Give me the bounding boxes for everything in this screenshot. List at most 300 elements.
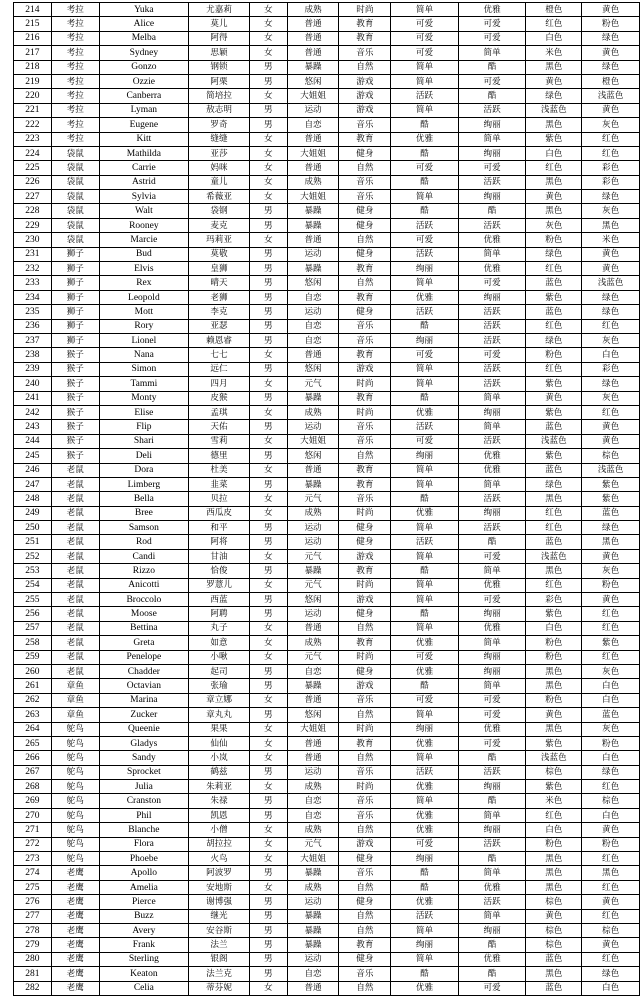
- english-name-cell: Anicotti: [99, 578, 189, 592]
- color1-cell: 棕色: [526, 938, 582, 952]
- style2-cell: 活跃: [458, 377, 526, 391]
- color2-cell: 绿色: [582, 60, 640, 74]
- table-row: [14, 247, 640, 261]
- style1-cell: 活跃: [391, 218, 459, 232]
- species-cell: 老鼠: [51, 578, 99, 592]
- gender-cell: 男: [249, 866, 287, 880]
- species-cell: 老鹰: [51, 866, 99, 880]
- english-name-cell: Canberra: [99, 89, 189, 103]
- id-cell: 230: [14, 233, 52, 247]
- species-cell: 老鼠: [51, 593, 99, 607]
- table-row: [14, 679, 640, 693]
- species-cell: 猴子: [51, 420, 99, 434]
- table-row: [14, 103, 640, 117]
- hobby-cell: 游戏: [339, 103, 391, 117]
- english-name-cell: Pierce: [99, 895, 189, 909]
- style1-cell: 简单: [391, 477, 459, 491]
- english-name-cell: Bud: [99, 247, 189, 261]
- color1-cell: 白色: [526, 621, 582, 635]
- personality-cell: 悠闲: [287, 708, 339, 722]
- table-row: [14, 204, 640, 218]
- hobby-cell: 音乐: [339, 175, 391, 189]
- chinese-name-cell: 亚瑟: [189, 319, 250, 333]
- species-cell: 狮子: [51, 276, 99, 290]
- english-name-cell: Apollo: [99, 866, 189, 880]
- color2-cell: 灰色: [582, 118, 640, 132]
- style2-cell: 可爱: [458, 348, 526, 362]
- style1-cell: 酷: [391, 880, 459, 894]
- color2-cell: 浅蓝色: [582, 463, 640, 477]
- english-name-cell: Eugene: [99, 118, 189, 132]
- gender-cell: 男: [249, 564, 287, 578]
- hobby-cell: 游戏: [339, 89, 391, 103]
- english-name-cell: Leopold: [99, 290, 189, 304]
- style1-cell: 优雅: [391, 780, 459, 794]
- color2-cell: 粉色: [582, 736, 640, 750]
- species-cell: 老鼠: [51, 636, 99, 650]
- color1-cell: 粉色: [526, 650, 582, 664]
- gender-cell: 女: [249, 89, 287, 103]
- english-name-cell: Rod: [99, 535, 189, 549]
- hobby-cell: 教育: [339, 31, 391, 45]
- table-row: [14, 549, 640, 563]
- gender-cell: 男: [249, 679, 287, 693]
- hobby-cell: 健身: [339, 305, 391, 319]
- table-row: [14, 305, 640, 319]
- style1-cell: 简单: [391, 549, 459, 563]
- id-cell: 279: [14, 938, 52, 952]
- color2-cell: 棕色: [582, 924, 640, 938]
- personality-cell: 运动: [287, 521, 339, 535]
- color1-cell: 紫色: [526, 607, 582, 621]
- species-cell: 狮子: [51, 290, 99, 304]
- style2-cell: 优雅: [458, 3, 526, 17]
- color2-cell: 白色: [582, 981, 640, 995]
- table-row: [14, 89, 640, 103]
- personality-cell: 成熟: [287, 506, 339, 520]
- gender-cell: 女: [249, 233, 287, 247]
- color1-cell: 米色: [526, 794, 582, 808]
- hobby-cell: 音乐: [339, 319, 391, 333]
- species-cell: 鸵鸟: [51, 751, 99, 765]
- color2-cell: 浅蓝色: [582, 89, 640, 103]
- chinese-name-cell: 阿栗: [189, 74, 250, 88]
- english-name-cell: Nana: [99, 348, 189, 362]
- hobby-cell: 健身: [339, 535, 391, 549]
- hobby-cell: 音乐: [339, 333, 391, 347]
- species-cell: 老鼠: [51, 664, 99, 678]
- color1-cell: 黄色: [526, 74, 582, 88]
- species-cell: 袋鼠: [51, 146, 99, 160]
- english-name-cell: Mathilda: [99, 146, 189, 160]
- english-name-cell: Queenie: [99, 722, 189, 736]
- gender-cell: 女: [249, 377, 287, 391]
- chinese-name-cell: 和平: [189, 521, 250, 535]
- color2-cell: 黑色: [582, 535, 640, 549]
- gender-cell: 男: [249, 204, 287, 218]
- id-cell: 269: [14, 794, 52, 808]
- id-cell: 275: [14, 880, 52, 894]
- gender-cell: 女: [249, 751, 287, 765]
- personality-cell: 自恋: [287, 808, 339, 822]
- style2-cell: 酷: [458, 751, 526, 765]
- hobby-cell: 教育: [339, 348, 391, 362]
- species-cell: 鸵鸟: [51, 808, 99, 822]
- species-cell: 章鱼: [51, 693, 99, 707]
- color1-cell: 粉色: [526, 837, 582, 851]
- gender-cell: 男: [249, 765, 287, 779]
- style1-cell: 酷: [391, 967, 459, 981]
- color2-cell: 橙色: [582, 74, 640, 88]
- color2-cell: 粉色: [582, 17, 640, 31]
- color2-cell: 绿色: [582, 765, 640, 779]
- color1-cell: 黑色: [526, 679, 582, 693]
- chinese-name-cell: 恰俊: [189, 564, 250, 578]
- id-cell: 258: [14, 636, 52, 650]
- english-name-cell: Keaton: [99, 967, 189, 981]
- color2-cell: 灰色: [582, 664, 640, 678]
- english-name-cell: Bree: [99, 506, 189, 520]
- species-cell: 考拉: [51, 17, 99, 31]
- table-row: [14, 161, 640, 175]
- hobby-cell: 自然: [339, 924, 391, 938]
- table-row: [14, 60, 640, 74]
- chinese-name-cell: 杜美: [189, 463, 250, 477]
- personality-cell: 普通: [287, 161, 339, 175]
- gender-cell: 女: [249, 506, 287, 520]
- style2-cell: 酷: [458, 89, 526, 103]
- gender-cell: 女: [249, 146, 287, 160]
- color2-cell: 黄色: [582, 247, 640, 261]
- color2-cell: 红色: [582, 405, 640, 419]
- color2-cell: 黄色: [582, 938, 640, 952]
- style1-cell: 优雅: [391, 664, 459, 678]
- gender-cell: 女: [249, 132, 287, 146]
- color1-cell: 黄色: [526, 909, 582, 923]
- english-name-cell: Phil: [99, 808, 189, 822]
- chinese-name-cell: 缝缝: [189, 132, 250, 146]
- table-row: [14, 506, 640, 520]
- personality-cell: 元气: [287, 492, 339, 506]
- color1-cell: 粉色: [526, 348, 582, 362]
- style1-cell: 酷: [391, 391, 459, 405]
- style2-cell: 活跃: [458, 765, 526, 779]
- style1-cell: 活跃: [391, 535, 459, 549]
- table-row: [14, 118, 640, 132]
- style1-cell: 简单: [391, 521, 459, 535]
- table-row: [14, 348, 640, 362]
- english-name-cell: Moose: [99, 607, 189, 621]
- color2-cell: 黄色: [582, 420, 640, 434]
- english-name-cell: Yuka: [99, 3, 189, 17]
- gender-cell: 男: [249, 708, 287, 722]
- style2-cell: 绚丽: [458, 146, 526, 160]
- id-cell: 228: [14, 204, 52, 218]
- style1-cell: 优雅: [391, 981, 459, 995]
- color2-cell: 绿色: [582, 377, 640, 391]
- id-cell: 244: [14, 434, 52, 448]
- color1-cell: 蓝色: [526, 981, 582, 995]
- style1-cell: 绚丽: [391, 449, 459, 463]
- color1-cell: 红色: [526, 319, 582, 333]
- style2-cell: 可爱: [458, 736, 526, 750]
- english-name-cell: Bettina: [99, 621, 189, 635]
- color1-cell: 紫色: [526, 290, 582, 304]
- table-row: [14, 794, 640, 808]
- hobby-cell: 自然: [339, 449, 391, 463]
- id-cell: 271: [14, 823, 52, 837]
- id-cell: 253: [14, 564, 52, 578]
- english-name-cell: Rooney: [99, 218, 189, 232]
- color1-cell: 红色: [526, 506, 582, 520]
- english-name-cell: Monty: [99, 391, 189, 405]
- chinese-name-cell: 四月: [189, 377, 250, 391]
- color2-cell: 红色: [582, 319, 640, 333]
- color2-cell: 绿色: [582, 305, 640, 319]
- color1-cell: 绿色: [526, 89, 582, 103]
- english-name-cell: Rory: [99, 319, 189, 333]
- english-name-cell: Kitt: [99, 132, 189, 146]
- species-cell: 猴子: [51, 391, 99, 405]
- style2-cell: 可爱: [458, 708, 526, 722]
- gender-cell: 女: [249, 31, 287, 45]
- style1-cell: 可爱: [391, 161, 459, 175]
- style2-cell: 绚丽: [458, 664, 526, 678]
- english-name-cell: Rizzo: [99, 564, 189, 578]
- gender-cell: 女: [249, 621, 287, 635]
- style2-cell: 简单: [458, 391, 526, 405]
- style1-cell: 绚丽: [391, 262, 459, 276]
- gender-cell: 男: [249, 333, 287, 347]
- hobby-cell: 健身: [339, 895, 391, 909]
- chinese-name-cell: 尤嘉莉: [189, 3, 250, 17]
- color2-cell: 紫色: [582, 477, 640, 491]
- gender-cell: 女: [249, 650, 287, 664]
- gender-cell: 女: [249, 3, 287, 17]
- style2-cell: 活跃: [458, 333, 526, 347]
- table-row: [14, 852, 640, 866]
- style2-cell: 绚丽: [458, 924, 526, 938]
- english-name-cell: Gladys: [99, 736, 189, 750]
- species-cell: 鸵鸟: [51, 765, 99, 779]
- color1-cell: 白色: [526, 31, 582, 45]
- gender-cell: 女: [249, 46, 287, 60]
- id-cell: 246: [14, 463, 52, 477]
- style1-cell: 酷: [391, 118, 459, 132]
- id-cell: 250: [14, 521, 52, 535]
- chinese-name-cell: 晴天: [189, 276, 250, 290]
- table-row: [14, 3, 640, 17]
- table-row: [14, 290, 640, 304]
- species-cell: 鸵鸟: [51, 837, 99, 851]
- english-name-cell: Avery: [99, 924, 189, 938]
- table-row: [14, 664, 640, 678]
- color1-cell: 绿色: [526, 247, 582, 261]
- personality-cell: 元气: [287, 650, 339, 664]
- style1-cell: 简单: [391, 190, 459, 204]
- gender-cell: 男: [249, 938, 287, 952]
- chinese-name-cell: 小岚: [189, 751, 250, 765]
- chinese-name-cell: 赖恩睿: [189, 333, 250, 347]
- style2-cell: 可爱: [458, 593, 526, 607]
- id-cell: 264: [14, 722, 52, 736]
- english-name-cell: Buzz: [99, 909, 189, 923]
- personality-cell: 暴躁: [287, 909, 339, 923]
- color1-cell: 黑色: [526, 60, 582, 74]
- id-cell: 266: [14, 751, 52, 765]
- personality-cell: 大姐姐: [287, 89, 339, 103]
- personality-cell: 普通: [287, 463, 339, 477]
- species-cell: 老鹰: [51, 981, 99, 995]
- color2-cell: 黄色: [582, 46, 640, 60]
- personality-cell: 元气: [287, 837, 339, 851]
- chinese-name-cell: 鹤兹: [189, 765, 250, 779]
- color2-cell: 白色: [582, 693, 640, 707]
- gender-cell: 男: [249, 74, 287, 88]
- table-row: [14, 564, 640, 578]
- style2-cell: 酷: [458, 794, 526, 808]
- style1-cell: 简单: [391, 463, 459, 477]
- personality-cell: 普通: [287, 751, 339, 765]
- english-name-cell: Gonzo: [99, 60, 189, 74]
- hobby-cell: 音乐: [339, 693, 391, 707]
- color1-cell: 绿色: [526, 477, 582, 491]
- gender-cell: 男: [249, 362, 287, 376]
- style1-cell: 可爱: [391, 434, 459, 448]
- style1-cell: 可爱: [391, 31, 459, 45]
- personality-cell: 成熟: [287, 3, 339, 17]
- id-cell: 229: [14, 218, 52, 232]
- color2-cell: 粉色: [582, 578, 640, 592]
- personality-cell: 暴躁: [287, 218, 339, 232]
- table-row: [14, 405, 640, 419]
- color2-cell: 黑色: [582, 218, 640, 232]
- table-row: [14, 218, 640, 232]
- hobby-cell: 自然: [339, 621, 391, 635]
- hobby-cell: 教育: [339, 477, 391, 491]
- color2-cell: 红色: [582, 952, 640, 966]
- table-row: [14, 521, 640, 535]
- species-cell: 考拉: [51, 46, 99, 60]
- style2-cell: 优雅: [458, 233, 526, 247]
- species-cell: 狮子: [51, 305, 99, 319]
- id-cell: 218: [14, 60, 52, 74]
- hobby-cell: 音乐: [339, 866, 391, 880]
- chinese-name-cell: 莫敬: [189, 247, 250, 261]
- personality-cell: 普通: [287, 17, 339, 31]
- table-row: [14, 31, 640, 45]
- personality-cell: 大姐姐: [287, 434, 339, 448]
- species-cell: 老鼠: [51, 564, 99, 578]
- style1-cell: 优雅: [391, 506, 459, 520]
- style2-cell: 优雅: [458, 262, 526, 276]
- personality-cell: 暴躁: [287, 924, 339, 938]
- color1-cell: 蓝色: [526, 535, 582, 549]
- style1-cell: 优雅: [391, 736, 459, 750]
- id-cell: 263: [14, 708, 52, 722]
- hobby-cell: 时尚: [339, 780, 391, 794]
- personality-cell: 成熟: [287, 880, 339, 894]
- style1-cell: 可爱: [391, 837, 459, 851]
- english-name-cell: Tammi: [99, 377, 189, 391]
- chinese-name-cell: 希薇亚: [189, 190, 250, 204]
- color1-cell: 黑色: [526, 204, 582, 218]
- gender-cell: 男: [249, 319, 287, 333]
- personality-cell: 暴躁: [287, 938, 339, 952]
- style2-cell: 活跃: [458, 895, 526, 909]
- species-cell: 考拉: [51, 3, 99, 17]
- chinese-name-cell: 天佑: [189, 420, 250, 434]
- id-cell: 225: [14, 161, 52, 175]
- id-cell: 262: [14, 693, 52, 707]
- table-row: [14, 434, 640, 448]
- table-row: [14, 377, 640, 391]
- hobby-cell: 健身: [339, 218, 391, 232]
- color1-cell: 蓝色: [526, 952, 582, 966]
- species-cell: 考拉: [51, 31, 99, 45]
- style2-cell: 酷: [458, 535, 526, 549]
- style2-cell: 可爱: [458, 161, 526, 175]
- color2-cell: 红色: [582, 852, 640, 866]
- english-name-cell: Sylvia: [99, 190, 189, 204]
- color1-cell: 黄色: [526, 708, 582, 722]
- table-row: [14, 636, 640, 650]
- table-row: [14, 938, 640, 952]
- personality-cell: 普通: [287, 348, 339, 362]
- table-row: [14, 535, 640, 549]
- style1-cell: 活跃: [391, 420, 459, 434]
- table-row: [14, 736, 640, 750]
- gender-cell: 女: [249, 780, 287, 794]
- species-cell: 鸵鸟: [51, 736, 99, 750]
- color1-cell: 白色: [526, 146, 582, 160]
- personality-cell: 成熟: [287, 175, 339, 189]
- hobby-cell: 教育: [339, 17, 391, 31]
- gender-cell: 男: [249, 664, 287, 678]
- english-name-cell: Mott: [99, 305, 189, 319]
- color2-cell: 红色: [582, 650, 640, 664]
- chinese-name-cell: 阿波罗: [189, 866, 250, 880]
- chinese-name-cell: 安谷斯: [189, 924, 250, 938]
- style1-cell: 简单: [391, 924, 459, 938]
- id-cell: 219: [14, 74, 52, 88]
- style2-cell: 绚丽: [458, 290, 526, 304]
- color2-cell: 灰色: [582, 564, 640, 578]
- hobby-cell: 教育: [339, 736, 391, 750]
- chinese-name-cell: 孟琪: [189, 405, 250, 419]
- species-cell: 老鼠: [51, 549, 99, 563]
- english-name-cell: Flip: [99, 420, 189, 434]
- chinese-name-cell: 谢博强: [189, 895, 250, 909]
- gender-cell: 男: [249, 521, 287, 535]
- species-cell: 老鹰: [51, 924, 99, 938]
- style2-cell: 可爱: [458, 31, 526, 45]
- species-cell: 猴子: [51, 405, 99, 419]
- personality-cell: 自恋: [287, 333, 339, 347]
- style2-cell: 优雅: [458, 880, 526, 894]
- chinese-name-cell: 仙仙: [189, 736, 250, 750]
- style1-cell: 可爱: [391, 233, 459, 247]
- gender-cell: 男: [249, 924, 287, 938]
- hobby-cell: 时尚: [339, 405, 391, 419]
- id-cell: 240: [14, 377, 52, 391]
- hobby-cell: 自然: [339, 909, 391, 923]
- color1-cell: 粉色: [526, 233, 582, 247]
- chinese-name-cell: 甘油: [189, 549, 250, 563]
- id-cell: 254: [14, 578, 52, 592]
- style1-cell: 绚丽: [391, 722, 459, 736]
- chinese-name-cell: 朱莉亚: [189, 780, 250, 794]
